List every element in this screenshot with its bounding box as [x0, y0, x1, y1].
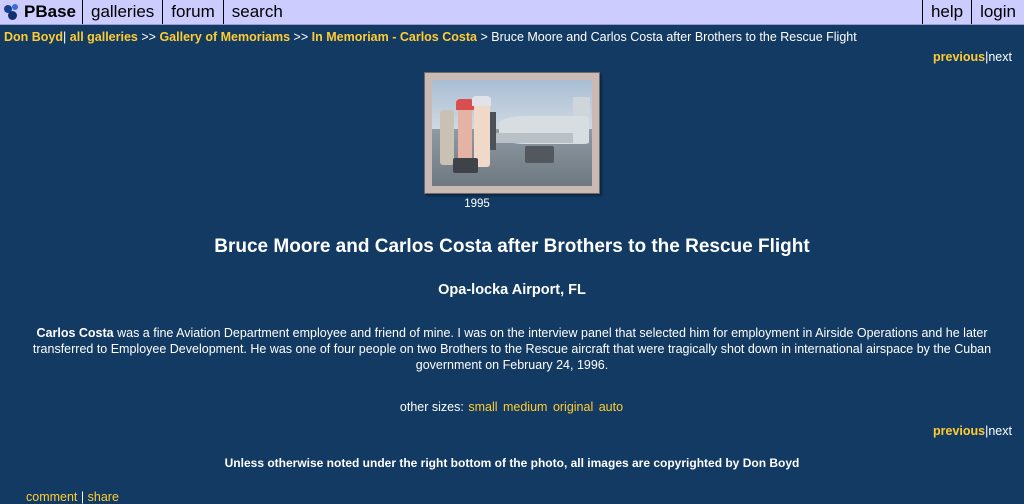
breadcrumb-arrow-1: >> — [141, 30, 156, 44]
breadcrumb — [0, 25, 1024, 48]
photo-year-caption: 1995 — [464, 198, 490, 210]
size-auto-link[interactable]: auto — [598, 400, 624, 414]
top-nav-right-group — [922, 0, 1024, 24]
pagination-top — [0, 48, 1024, 64]
next-link-top[interactable]: next — [988, 50, 1012, 64]
copyright-notice: Unless otherwise noted under the right bottom of the photo, all images are copyrighted by Don Boyd — [224, 456, 800, 470]
breadcrumb-current-page: Bruce Moore and Carlos Costa after Brothers to the Rescue Flight — [491, 30, 857, 44]
size-medium-link[interactable]: medium — [502, 400, 548, 414]
pagination-bottom — [0, 422, 1024, 438]
share-link[interactable]: share — [87, 490, 119, 504]
comment-link[interactable]: comment — [26, 490, 78, 504]
description-lead-name: Carlos Costa — [36, 326, 114, 340]
size-small-link[interactable]: small — [468, 400, 498, 414]
other-sizes-row — [0, 400, 1024, 414]
photo-container — [0, 72, 1024, 194]
top-nav-left-group — [0, 0, 291, 24]
pbase-logo-brand[interactable] — [0, 0, 82, 24]
breadcrumb-arrow-2: >> — [293, 30, 309, 44]
page-subtitle: Opa-locka Airport, FL — [438, 282, 586, 298]
pagination-divider-bottom: | — [985, 424, 989, 438]
size-original-link[interactable]: original — [552, 400, 594, 414]
breadcrumb-all-galleries[interactable]: all galleries — [69, 30, 138, 44]
previous-link-bottom[interactable]: previous — [933, 424, 986, 438]
breadcrumb-subgallery[interactable]: In Memoriam - Carlos Costa — [311, 30, 477, 44]
nav-galleries[interactable]: galleries — [82, 0, 162, 24]
footer-divider: | — [80, 490, 85, 504]
photo-frame[interactable] — [424, 72, 600, 194]
previous-link-top[interactable]: previous — [933, 50, 986, 64]
page-title: Bruce Moore and Carlos Costa after Brothers to the Rescue Flight — [214, 236, 810, 257]
other-sizes-label: other sizes: — [399, 400, 464, 414]
description-body: was a fine Aviation Department employee and friend of mine. I was on the interview panel that selected him for employment in Airside Operations and he later transferred to Employee Development. He was one of four people on two Brothers to the Rescue aircraft that were tragically shot down in international airspace by the Cuban government on February 24, 1996. — [32, 326, 992, 372]
breadcrumb-sep-bar: | — [63, 30, 67, 44]
breadcrumb-gallery[interactable]: Gallery of Memoriams — [159, 30, 291, 44]
footer-links — [0, 490, 1024, 504]
nav-search[interactable]: search — [223, 0, 291, 24]
top-nav-spacer — [291, 0, 922, 24]
pbase-logo-icon — [4, 4, 20, 20]
nav-login[interactable]: login — [971, 0, 1024, 24]
photo-description — [9, 325, 1015, 373]
nav-help[interactable]: help — [922, 0, 971, 24]
nav-forum[interactable]: forum — [162, 0, 222, 24]
breadcrumb-user[interactable]: Don Boyd — [4, 30, 64, 44]
brand-label: PBase — [24, 2, 76, 21]
photo-bruce-moore-carlos-costa[interactable] — [432, 80, 592, 186]
pagination-divider-top: | — [985, 50, 989, 64]
breadcrumb-arrow-3: > — [480, 30, 488, 44]
top-navigation-bar — [0, 0, 1024, 25]
next-link-bottom[interactable]: next — [988, 424, 1012, 438]
